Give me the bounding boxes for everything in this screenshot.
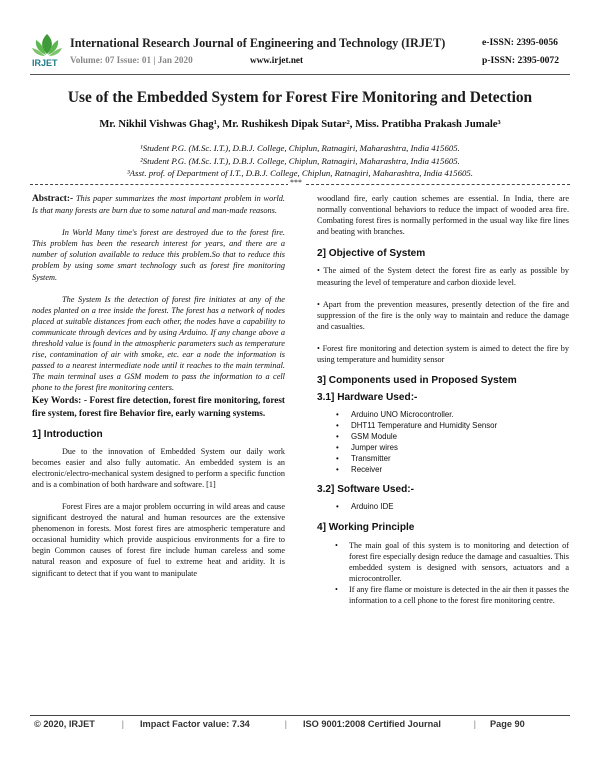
p-issn: p-ISSN: 2395-0072 <box>482 55 560 66</box>
intro-p2-continued: woodland fire, early caution schemes are essential. In India, there are normally conventional behaviors to reduce the impact of wooded area fire. Combating forest fires is normally performed in the usual way like fire lines and beating with branches. <box>317 194 569 237</box>
working-list <box>331 540 569 607</box>
software-list <box>317 501 569 512</box>
keywords-label: Key Words: - <box>32 394 88 406</box>
separator-mark: *** <box>290 178 302 187</box>
abstract-label: Abstract:- <box>32 194 74 204</box>
list-item: • If any fire flame or moisture is detected in the air then it passes the information to a cell phone to the forest fire monitoring centre. <box>335 584 569 605</box>
abstract-p3: The System Is the detection of forest fire initiates at any of the nodes planted on a tree inside the forest. The forest has a network of nodes placed at suitable distances from each other, the nodes have a capability to communicate through devices and by using Arduino. If any change above a threshold value is found in the atmospheric parameters such as temperature rise, contamination of air with smoke, etc. ear a node the information is passed to a nearest intermediate node until it reaches to the main terminal. The main terminal uses a GSM modem to pass the information to a cell phone to the forest fire monitoring centers. <box>32 294 285 393</box>
paper-authors: Mr. Nikhil Vishwas Ghag¹, Mr. Rushikesh Dipak Sutar², Miss. Pratibha Prakash Jumale³ <box>99 119 501 130</box>
list-item: • Jumper wires <box>336 443 398 453</box>
footer-impact: Impact Factor value: 7.34 <box>140 719 250 729</box>
components-heading: 3] Components used in Proposed System <box>317 375 517 387</box>
paper-title: Use of the Embedded System for Forest Fire Monitoring and Detection <box>67 89 533 106</box>
keywords: Key Words: - Forest fire detection, forest fire monitoring, forest fire system, forest fire Behavior fire, early warning systems. <box>32 394 285 418</box>
intro-p2: Forest Fires are a major problem occurring in wild areas and cause significant destroyed the natural and human resources are the extensive phenomenon in forests. Most forest fires are atmospheric temperature and occasional humidity which provide auspicious environments for a fire to begin Common causes of forest fire include human careless and some natural reason and exposure of fuel to extreme heat and aridity. It is significant to detect that if you want to manipulate <box>32 501 285 578</box>
footer-divider: | <box>285 719 287 729</box>
right-column <box>317 193 569 606</box>
working-heading: 4] Working Principle <box>317 522 415 534</box>
list-item: • Transmitter <box>336 454 391 464</box>
list-item: • The main goal of this system is to monitoring and detection of forest fire especially design reduce the damage and casualties. This embedded system is designed with sensors, actuators and a microcontroller. <box>335 540 569 583</box>
logo-text: IRJET <box>32 58 58 68</box>
affiliation-1: ¹Student P.G. (M.Sc. I.T.), D.B.J. College, Chiplun, Ratnagiri, Maharashtra, India 415605. <box>140 143 460 153</box>
e-issn: e-ISSN: 2395-0056 <box>482 37 558 48</box>
irjet-logo <box>30 30 64 70</box>
footer-rule <box>30 715 570 716</box>
footer-divider: | <box>474 719 476 729</box>
list-item: • GSM Module <box>336 432 398 442</box>
hardware-list <box>317 409 569 475</box>
hardware-heading: 3.1] Hardware Used:- <box>317 392 418 404</box>
list-item: • Arduino IDE <box>336 502 394 512</box>
abstract-p2: In World Many time's forest are destroyed due to the forest fire. This problem has been the research interest for years, and there are a number of solution available to reduce this problem.So that to reduce this problem by using some smart technology such as forest fire monitoring System. <box>32 228 285 282</box>
left-column <box>32 193 285 579</box>
objective-heading: 2] Objective of System <box>317 248 426 260</box>
website-link[interactable]: www.irjet.net <box>250 55 304 65</box>
list-item: • Receiver <box>336 465 383 475</box>
abstract-p1: Abstract:- This paper summarizes the most important problem in world. Is that many forests are burn due to some natural and man-made reasons. <box>32 194 285 216</box>
software-heading: 3.2] Software Used:- <box>317 484 415 496</box>
volume-issue: Volume: 07 Issue: 01 | Jan 2020 <box>70 55 193 65</box>
list-item: • DHT11 Temperature and Humidity Sensor <box>336 421 498 431</box>
objective-bullet-1: • The aimed of the System detect the forest fire as early as possible by measuring the level of temperature and carbon dioxide level. <box>317 266 569 287</box>
affiliation-2: ²Student P.G. (M.Sc. I.T.), D.B.J. College, Chiplun, Ratnagiri, Maharashtra, India 415605. <box>140 156 460 166</box>
footer-divider: | <box>122 719 124 729</box>
footer-page: Page 90 <box>490 719 525 729</box>
objective-bullet-3: • Forest fire monitoring and detection system is aimed to detect the fire by using temperature and humidity sensor <box>317 343 569 365</box>
intro-p1: Due to the innovation of Embedded System our daily work becomes easier and also fully automatic. An embedded system is an electronic/electro-mechanical system designed to perform a specific function and is a combination of both hardware and software. [1] <box>32 446 285 489</box>
affiliation-3: ³Asst. prof. of Department of I.T., D.B.J. College, Chiplun, Ratnagiri, Maharashtra, India 415605. <box>127 168 473 178</box>
footer-iso: ISO 9001:2008 Certified Journal <box>303 719 441 729</box>
objective-bullet-2: • Apart from the prevention measures, presently detection of the fire and suppression of the fire is the only way to maintain and reduce the damage and casualties. <box>317 299 569 331</box>
list-item: • Arduino UNO Microcontroller. <box>336 410 454 420</box>
header-rule <box>30 74 570 75</box>
journal-name: International Research Journal of Engineering and Technology (IRJET) <box>70 36 446 50</box>
intro-heading: 1] Introduction <box>32 428 103 440</box>
footer-copyright: © 2020, IRJET <box>34 719 95 729</box>
